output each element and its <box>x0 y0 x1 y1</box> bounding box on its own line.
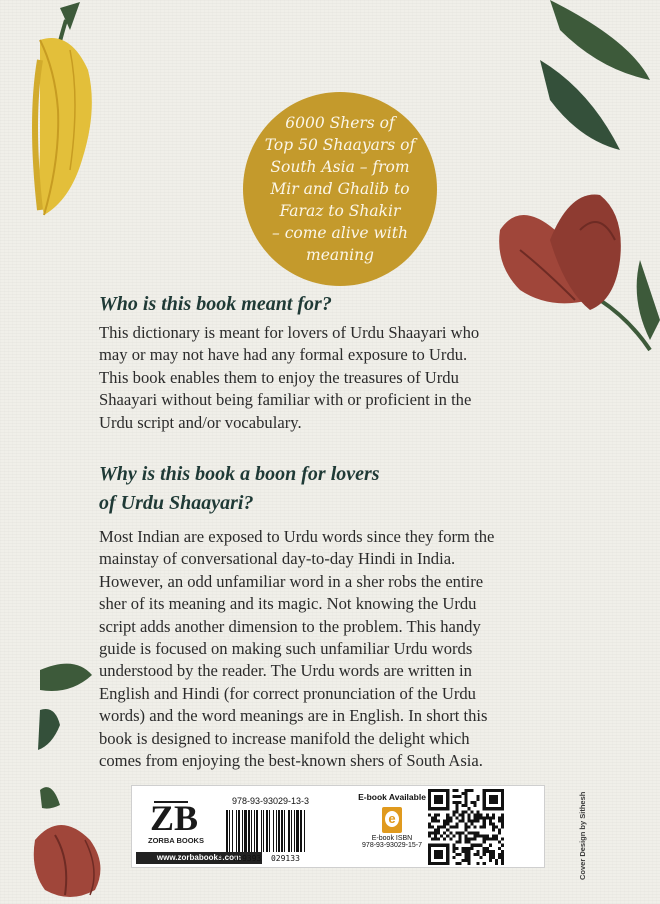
publisher-name: ZORBA BOOKS <box>148 836 204 845</box>
ebook-info <box>358 790 426 864</box>
qr-module <box>501 850 504 853</box>
barcode-bar <box>242 810 243 852</box>
qr-module <box>461 832 464 835</box>
qr-module <box>449 816 452 819</box>
qr-module <box>501 844 504 847</box>
qr-module <box>468 832 471 835</box>
qr-module <box>452 825 455 828</box>
qr-module <box>440 835 443 838</box>
qr-module <box>455 795 458 798</box>
qr-module <box>468 838 471 841</box>
section-heading-who: Who is this book meant for? <box>99 293 332 315</box>
qr-module <box>468 813 471 816</box>
body-line: understood by the reader. The Urdu words are written in <box>99 661 472 681</box>
qr-module <box>471 801 474 804</box>
qr-module <box>498 819 501 822</box>
qr-module <box>452 844 455 847</box>
qr-module <box>471 789 474 792</box>
qr-module <box>458 819 461 822</box>
qr-module <box>483 850 486 853</box>
tagline-line: 6000 Shers of <box>285 114 395 132</box>
qr-module <box>474 835 477 838</box>
qr-module <box>495 838 498 841</box>
qr-module <box>468 850 471 853</box>
qr-module <box>434 813 437 816</box>
qr-module <box>489 816 492 819</box>
cover-design-credit: Cover Design by Sithesh <box>578 791 587 880</box>
body-line: This dictionary is meant for lovers of Urdu Shaayari who <box>99 323 480 342</box>
qr-module <box>455 804 458 807</box>
qr-module <box>477 810 480 813</box>
qr-module <box>464 798 467 801</box>
qr-module <box>468 819 471 822</box>
qr-module <box>468 853 471 856</box>
barcode-bar <box>263 810 264 852</box>
qr-module <box>452 847 455 850</box>
barcode-bar <box>281 810 283 852</box>
qr-module <box>437 838 440 841</box>
qr-module <box>452 810 455 813</box>
qr-module <box>480 813 483 816</box>
barcode-bar <box>294 810 295 852</box>
qr-module <box>474 816 477 819</box>
qr-module <box>501 862 504 865</box>
body-line: Shaayari without being familiar with or proficient in the <box>99 390 472 410</box>
body-line: Most Indian are exposed to Urdu words since they form the <box>99 527 495 546</box>
qr-module <box>437 832 440 835</box>
qr-module <box>486 816 489 819</box>
qr-module <box>483 847 486 850</box>
barcode-bar <box>261 810 262 852</box>
qr-module <box>434 835 437 838</box>
qr-module <box>428 822 431 825</box>
qr-module <box>495 825 498 828</box>
qr-module <box>486 847 489 850</box>
barcode-bar <box>248 810 250 852</box>
body-line: book is designed to increase manifold the delight which <box>99 728 470 748</box>
qr-module <box>474 801 477 804</box>
qr-module <box>471 822 474 825</box>
qr-module <box>471 832 474 835</box>
section-body-why <box>99 526 569 772</box>
barcode-bar <box>300 810 302 852</box>
qr-module <box>446 829 449 832</box>
qr-module <box>474 825 477 828</box>
qr-module <box>440 825 443 828</box>
qr-module <box>431 832 434 835</box>
qr-module <box>461 804 464 807</box>
qr-module <box>446 813 449 816</box>
qr-module <box>443 825 446 828</box>
qr-module <box>489 853 492 856</box>
barcode-bar <box>226 810 228 852</box>
body-line: This book enables them to enjoy the treasures of Urdu <box>99 367 459 387</box>
qr-module <box>474 804 477 807</box>
barcode-bar <box>238 810 240 852</box>
qr-module <box>449 832 452 835</box>
qr-module <box>501 813 504 816</box>
qr-module <box>461 810 464 813</box>
barcode-bar <box>296 810 299 852</box>
qr-module <box>446 822 449 825</box>
barcode-bar <box>229 810 230 852</box>
qr-module <box>461 792 464 795</box>
qr-module <box>431 819 434 822</box>
qr-module <box>483 816 486 819</box>
qr-module <box>452 813 455 816</box>
section-body-who <box>99 322 569 434</box>
barcode-bar <box>284 810 285 852</box>
qr-module <box>464 825 467 828</box>
qr-module <box>492 816 495 819</box>
qr-module <box>495 835 498 838</box>
qr-module <box>489 795 498 804</box>
qr-module <box>483 853 486 856</box>
qr-module <box>431 816 434 819</box>
qr-module <box>446 816 449 819</box>
qr-module <box>468 841 471 844</box>
qr-module <box>464 789 467 792</box>
qr-module <box>461 816 464 819</box>
qr-module <box>449 838 452 841</box>
qr-module <box>428 832 431 835</box>
ebook-isbn: 978-93-93029-15-7 <box>362 842 422 849</box>
barcode-bar <box>236 810 237 852</box>
qr-module <box>455 816 458 819</box>
tagline-line: South Asia – from <box>270 158 410 176</box>
barcode-bar <box>288 810 290 852</box>
barcode-bar <box>232 810 233 852</box>
qr-module <box>458 835 461 838</box>
qr-module <box>431 838 434 841</box>
ebook-isbn-label: E-book ISBN <box>371 835 413 842</box>
qr-module <box>477 844 480 847</box>
qr-module <box>480 844 483 847</box>
qr-module <box>428 813 431 816</box>
qr-module <box>464 810 467 813</box>
qr-module <box>434 819 437 822</box>
barcode-bar <box>251 810 252 852</box>
qr-module <box>443 822 446 825</box>
qr-module <box>461 859 464 862</box>
qr-module <box>458 838 461 841</box>
qr-module <box>498 841 501 844</box>
qr-module <box>452 856 455 859</box>
qr-module <box>455 801 458 804</box>
qr-module <box>455 825 458 828</box>
qr-module <box>431 825 434 828</box>
qr-module <box>474 853 477 856</box>
qr-module <box>483 819 486 822</box>
qr-module <box>458 795 461 798</box>
qr-module <box>483 835 486 838</box>
qr-module <box>449 825 452 828</box>
qr-module <box>437 813 440 816</box>
body-line: sher of its meaning and its magic. Not knowing the Urdu <box>99 594 477 614</box>
qr-module <box>477 813 480 816</box>
qr-module <box>434 838 437 841</box>
qr-module <box>443 832 446 835</box>
tagline-line: – come alive with <box>272 224 408 242</box>
qr-module <box>464 838 467 841</box>
body-line: English and Hindi (for correct pronunciation of the Urdu <box>99 683 476 703</box>
qr-module <box>483 822 486 825</box>
qr-module <box>492 813 495 816</box>
qr-module <box>458 801 461 804</box>
qr-module <box>455 862 458 865</box>
qr-module <box>474 832 477 835</box>
tagline-line: meaning <box>306 246 374 264</box>
qr-module <box>446 819 449 822</box>
publisher-url: www.zorbabooks.com <box>136 852 262 864</box>
qr-module <box>471 819 474 822</box>
isbn-label: 978-93-93029-13-3 <box>232 796 310 806</box>
qr-module <box>437 825 440 828</box>
qr-module <box>498 847 501 850</box>
qr-module <box>464 795 467 798</box>
qr-module <box>464 853 467 856</box>
qr-module <box>492 825 495 828</box>
ebook-icon <box>382 807 402 833</box>
qr-module <box>464 822 467 825</box>
qr-module <box>477 853 480 856</box>
qr-module <box>474 819 477 822</box>
body-line: script adds another dimension to the problem. This handy <box>99 616 481 636</box>
qr-module <box>477 798 480 801</box>
qr-module <box>452 850 455 853</box>
qr-module <box>492 838 495 841</box>
body-line: Urdu script and/or vocabulary. <box>99 412 302 432</box>
qr-module <box>492 822 495 825</box>
barcode-bar <box>291 810 292 852</box>
qr-module <box>434 832 437 835</box>
tagline-line: Mir and Ghalib to <box>270 180 410 198</box>
qr-module <box>495 859 498 862</box>
qr-module <box>455 807 458 810</box>
qr-module <box>498 856 501 859</box>
barcode-bar <box>278 810 280 852</box>
qr-module <box>501 856 504 859</box>
qr-module <box>468 825 471 828</box>
qr-module <box>464 859 467 862</box>
qr-module <box>501 816 504 819</box>
qr-module <box>461 819 464 822</box>
qr-module <box>443 819 446 822</box>
heading-line: of Urdu Shaayari? <box>99 492 254 514</box>
qr-module <box>428 835 431 838</box>
qr-module <box>461 813 464 816</box>
isbn-barcode <box>224 810 344 854</box>
qr-module <box>501 853 504 856</box>
qr-module <box>464 835 467 838</box>
body-line: may or may not have had any formal exposure to Urdu. <box>99 345 468 365</box>
qr-module <box>464 804 467 807</box>
qr-module <box>501 859 504 862</box>
qr-module <box>458 813 461 816</box>
qr-module <box>480 856 483 859</box>
qr-module <box>489 850 492 853</box>
qr-module <box>452 801 455 804</box>
qr-module <box>455 822 458 825</box>
qr-module <box>486 835 489 838</box>
body-line: mainstay of conversational day-to-day Hindi in India. <box>99 549 456 569</box>
tagline-text <box>255 112 425 266</box>
qr-module <box>461 850 464 853</box>
qr-module <box>455 847 458 850</box>
qr-module <box>458 853 461 856</box>
qr-module <box>480 825 483 828</box>
qr-module <box>495 862 498 865</box>
isbn-digits: 9 789393 029133 <box>218 854 300 863</box>
qr-module <box>468 807 471 810</box>
qr-module <box>486 850 489 853</box>
barcode-bar <box>276 810 277 852</box>
qr-module <box>498 832 501 835</box>
qr-module <box>471 810 474 813</box>
qr-module <box>464 829 467 832</box>
qr-module <box>468 856 471 859</box>
qr-module <box>474 844 477 847</box>
ebook-title: E-book Available <box>358 792 426 802</box>
leaf-illustration <box>30 650 100 760</box>
qr-module <box>455 841 458 844</box>
qr-module <box>492 829 495 832</box>
qr-module <box>471 847 474 850</box>
qr-module <box>492 850 495 853</box>
qr-module <box>492 853 495 856</box>
qr-module <box>452 795 455 798</box>
qr-module <box>501 825 504 828</box>
qr-module <box>464 856 467 859</box>
qr-module <box>437 819 440 822</box>
qr-module <box>498 853 501 856</box>
qr-code <box>428 789 504 865</box>
red-flower-illustration <box>30 780 120 904</box>
qr-module <box>489 859 492 862</box>
qr-module <box>480 835 483 838</box>
body-line: comes from enjoying the best-known shers of South Asia. <box>99 751 483 771</box>
qr-module <box>501 819 504 822</box>
qr-module <box>489 838 492 841</box>
qr-module <box>455 853 458 856</box>
qr-module <box>489 819 492 822</box>
qr-module <box>461 847 464 850</box>
qr-module <box>474 813 477 816</box>
qr-module <box>455 789 458 792</box>
qr-module <box>443 838 446 841</box>
qr-module <box>486 838 489 841</box>
qr-module <box>464 841 467 844</box>
qr-module <box>455 832 458 835</box>
qr-module <box>501 822 504 825</box>
yellow-flower-illustration <box>0 0 110 230</box>
qr-module <box>468 859 471 862</box>
barcode-bar <box>269 810 270 852</box>
qr-module <box>501 838 504 841</box>
qr-module <box>468 862 471 865</box>
qr-module <box>464 847 467 850</box>
qr-module <box>434 829 437 832</box>
heading-line: Why is this book a boon for lovers <box>99 463 380 485</box>
qr-module <box>483 841 486 844</box>
qr-module <box>458 862 461 865</box>
qr-module <box>477 819 480 822</box>
qr-module <box>434 795 443 804</box>
qr-module <box>464 850 467 853</box>
zb-logo-mark <box>148 796 200 836</box>
qr-module <box>471 838 474 841</box>
qr-module <box>428 825 431 828</box>
qr-module <box>449 819 452 822</box>
qr-module <box>468 847 471 850</box>
tagline-line: Top 50 Shaayars of <box>264 136 416 154</box>
qr-module <box>458 832 461 835</box>
qr-module <box>471 844 474 847</box>
qr-module <box>486 813 489 816</box>
svg-text:ZB: ZB <box>150 798 199 836</box>
qr-module <box>480 816 483 819</box>
qr-module <box>477 795 480 798</box>
qr-module <box>468 789 471 792</box>
barcode-bar <box>273 810 274 852</box>
qr-module <box>477 832 480 835</box>
barcode-bar <box>256 810 258 852</box>
qr-module <box>452 789 455 792</box>
body-line: words) and the word meanings are in English. In short this <box>99 706 488 726</box>
body-line: guide is focused on making such unfamiliar Urdu words <box>99 639 473 659</box>
qr-module <box>498 829 501 832</box>
qr-module <box>498 816 501 819</box>
qr-module <box>489 822 492 825</box>
qr-module <box>464 801 467 804</box>
qr-module <box>446 835 449 838</box>
qr-module <box>464 792 467 795</box>
barcode-bar <box>304 810 305 852</box>
barcode-bar <box>254 810 255 852</box>
qr-module <box>483 838 486 841</box>
qr-module <box>477 816 480 819</box>
barcode-bar <box>244 810 247 852</box>
qr-module <box>434 850 443 859</box>
qr-module <box>455 810 458 813</box>
body-line: However, an odd unfamiliar word in a sher robs the entire <box>99 571 484 591</box>
red-tulip-illustration <box>480 0 660 370</box>
qr-module <box>468 816 471 819</box>
tagline-line: Faraz to Shakir <box>279 202 401 220</box>
qr-module <box>477 862 480 865</box>
barcode-bar <box>266 810 268 852</box>
qr-module <box>489 844 492 847</box>
qr-module <box>489 856 492 859</box>
section-heading-why <box>99 460 380 518</box>
publisher-logo <box>132 786 214 852</box>
qr-module <box>492 835 495 838</box>
qr-module <box>452 835 455 838</box>
qr-module <box>483 862 486 865</box>
tagline-badge <box>243 92 437 286</box>
qr-module <box>434 816 437 819</box>
barcode-panel <box>131 785 545 868</box>
qr-module <box>474 838 477 841</box>
qr-module <box>477 850 480 853</box>
qr-module <box>483 825 486 828</box>
qr-module <box>458 841 461 844</box>
ebook-icon-letter: e <box>385 811 399 827</box>
qr-module <box>437 829 440 832</box>
qr-module <box>492 856 495 859</box>
qr-module <box>477 835 480 838</box>
